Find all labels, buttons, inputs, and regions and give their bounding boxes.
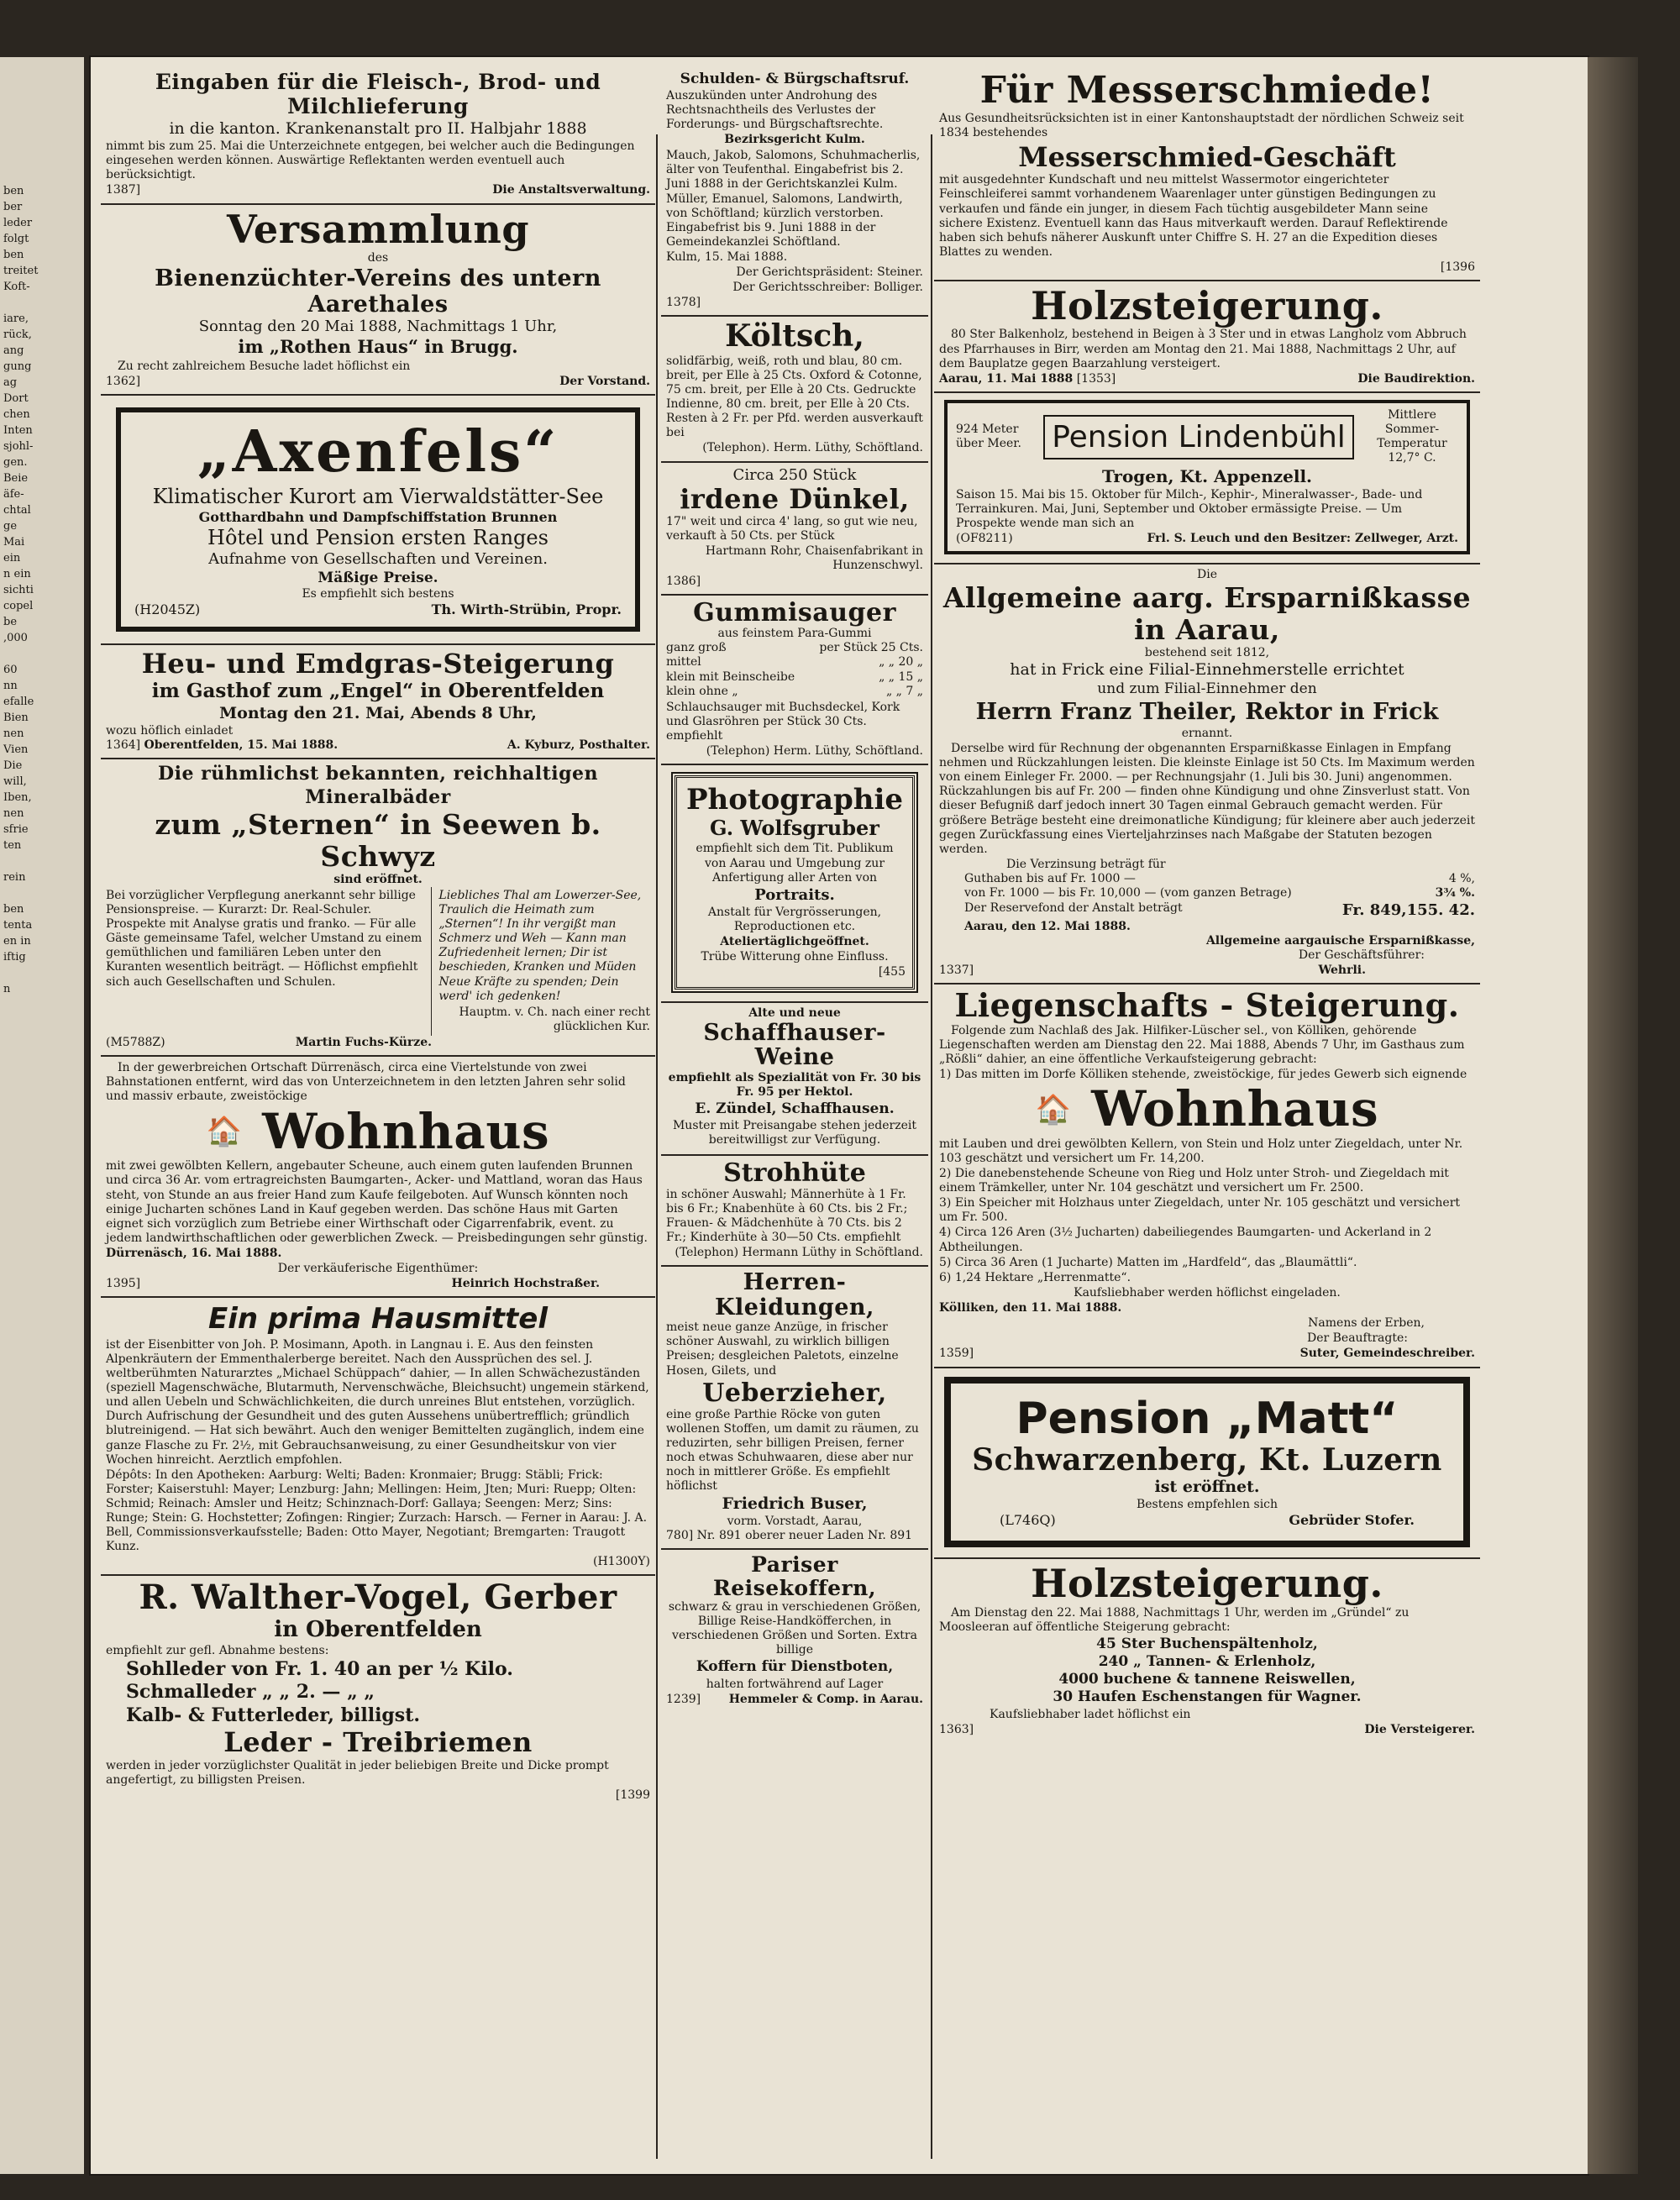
fragment-line: rein — [3, 871, 26, 884]
fragment-line: en in — [3, 935, 31, 948]
ad-herren-kleidungen — [661, 1267, 928, 1550]
ad-title: Herren-Kleidungen, — [715, 1268, 874, 1321]
ad-signature: Die Baudirektion. — [1357, 371, 1475, 386]
ad-signature: Der Vorstand. — [559, 374, 650, 388]
ad-messerschmiede — [934, 67, 1480, 281]
ad-line: Der Geschäftsführer: — [1298, 948, 1425, 963]
fragment-line: folgt — [3, 233, 29, 245]
ad-liegenschafts-steigerung — [934, 984, 1480, 1368]
ad-body: mit ausgedehnter Kundschaft und neu mittelst Wassermotor eingerichteter Feinschleiferei sammt vorhandenem Waarenlager unter günstigen Bedingungen zu verkaufen und fände ein junger, in diesem Fach tüchtig ausgebildeter Mann seine sichere Existenz. Eventuell kann das Haus mitverkauft werden. Darauf Reflektirende haben sich behufs näherer Auskunft unter Chiffre S. H. 27 an die Expedition dieses Blattes zu wenden. — [939, 173, 1448, 259]
ad-altitude: 924 Meter über Meer. — [956, 423, 1021, 451]
ad-title: Holzsteigerung. — [1031, 282, 1383, 328]
ad-line: des — [367, 250, 389, 265]
ad-line: Allgemeine aargauische Ersparnißkasse, — [1205, 934, 1475, 948]
price-row — [666, 641, 923, 656]
reserve-value: Fr. 849,155. 42. — [1341, 900, 1475, 919]
fragment-line: ag — [3, 376, 18, 389]
ad-subtitle: Wohnhaus — [1091, 1080, 1379, 1138]
ad-body: in schöner Auswahl; Männerhüte à 1 Fr. bis 6 Fr.; Knabenhüte à 60 Cts. bis 2 Fr.; Frauen- & Mädchenhüte à 70 Cts. bis 2 Fr.; Kinderhüte à 30—50 Cts. empfiehlt — [666, 1187, 908, 1244]
price-item: Sohlleder von Fr. 1. 40 an per ½ Kilo. — [126, 1657, 513, 1680]
ad-place: Kölliken, den 11. Mai 1888. — [939, 1300, 1122, 1315]
ad-place: Dürrenäsch, 16. Mai 1888. — [106, 1246, 282, 1260]
ad-subtitle: Ueberzieher, — [702, 1378, 887, 1408]
price-value: „ „ 20 „ — [879, 655, 923, 669]
ad-line: Circa 250 Stück — [732, 465, 857, 484]
fragment-line — [3, 646, 38, 662]
ad-line: Hôtel und Pension ersten Ranges — [207, 526, 549, 550]
fragment-line: treitet — [3, 265, 39, 277]
ad-number: 1239] — [666, 1692, 701, 1706]
ad-photographie — [661, 765, 928, 1003]
fragment-line: Inten — [3, 424, 33, 437]
ad-body: mit Lauben und drei gewölbten Kellern, von Stein und Holz unter Ziegeldach, unter Nr. 103 geschätzt und versichert um Fr. 14,200. — [939, 1137, 1463, 1166]
ad-line: ist eröffnet. — [1154, 1478, 1260, 1497]
ad-line: Herrn Franz Theiler, Rektor in Frick — [975, 699, 1439, 726]
column-left — [101, 67, 655, 2162]
fragment-line: ben — [3, 185, 24, 197]
ad-body: Saison 15. Mai bis 15. Oktober für Milch-, Kephir-, Mineralwasser-, Bade- und Terrainkuren. Mai, Juni, September und Oktober ermässigte Preise. — Um Prospekte wende man sich an — [956, 487, 1423, 530]
ad-number: 1362] — [106, 374, 141, 388]
ad-body: halten fortwährend auf Lager — [706, 1677, 884, 1691]
ad-body: Auszukünden unter Androhung des Rechtsnachtheils des Verlustes der Forderungs- und Bürgschaftsrechte. — [666, 89, 884, 132]
ad-signature: (Telephon). Herm. Lüthy, Schöftland. — [702, 441, 923, 455]
ad-number: 1337] — [939, 963, 974, 977]
ad-item: 3) Ein Speicher mit Holzhaus unter Ziegeldach, unter Nr. 105 geschätzt und versichert um Fr. 500. — [939, 1196, 1461, 1225]
ad-gummisauger — [661, 596, 928, 765]
fragment-line: tenta — [3, 919, 33, 932]
ad-signature: Heinrich Hochstraßer. — [451, 1276, 600, 1290]
fragment-line: ang — [3, 344, 24, 357]
ad-place: Kulm, 15. Mai 1888. — [666, 250, 788, 265]
fragment-line: n — [3, 983, 11, 995]
fragment-line: 60 — [3, 664, 18, 676]
fragment-line: nen — [3, 807, 24, 820]
reserve-label: Der Reservefond der Anstalt beträgt — [964, 900, 1183, 915]
previous-page-fragments — [3, 183, 38, 997]
ad-poet: Hauptm. v. Ch. nach einer recht glücklichen Kur. — [459, 1005, 650, 1033]
wood-item: 240 „ Tannen- & Erlenholz, — [1098, 1652, 1316, 1670]
fragment-line: ein — [3, 552, 21, 564]
ad-line: vorm. Vorstadt, Aarau, — [727, 1514, 863, 1528]
rate-label: von Fr. 1000 — bis Fr. 10,000 — (vom ganzen Betrage) — [964, 886, 1292, 900]
ad-line: G. Wolfsgruber — [710, 816, 879, 841]
ad-body: Derselbe wird für Rechnung der obgenannten Ersparnißkasse Einlagen in Empfang nehmen und Rückzahlungen leisten. Die kleinste Einlage ist 50 Cts. Im Maximum werden von einem Einleger Fr. 2000. — per Rechnungsjahr (1. Juli bis 30. Juni) angenommen. Rückzahlungen bis auf Fr. 200 — finden ohne Kündigung und ohne Zinsverlust statt. Von dieser Befugniß darf jedoch innert 30 Tagen einmal Gebrauch gemacht werden. Für größere Beträge besteht eine dreimonatliche Kündigung; für kleinere aber auch jederzeit gegen Zurückfassung eines Vierteljahrzinses nach Maßgabe der Statuten bezogen werden. — [939, 742, 1475, 856]
ad-number: [1399 — [615, 1788, 650, 1803]
ad-walther-vogel — [101, 1576, 655, 1808]
ad-number: (OF8211) — [956, 531, 1013, 545]
ad-title: Strohhüte — [723, 1158, 866, 1188]
fragment-line: Bien — [3, 711, 29, 724]
ad-title: Wohnhaus — [262, 1102, 550, 1160]
price-row — [666, 655, 923, 670]
ad-number: [455 — [878, 965, 906, 979]
ad-line: aus feinstem Para-Gummi — [717, 626, 872, 640]
ad-pension-matt — [934, 1368, 1480, 1559]
ad-line: Namens der Erben, — [1308, 1315, 1425, 1330]
ad-signature: Wehrli. — [1318, 963, 1366, 977]
ad-signature: Martin Fuchs-Kürze. — [295, 1035, 432, 1049]
ad-item: 4) Circa 126 Aren (3½ Jucharten) dabeiliegendes Baumgarten- und Ackerland in 2 Abtheilungen. — [939, 1226, 1432, 1254]
rate-value: 3¾ %. — [1435, 886, 1475, 900]
ad-item: 6) 1,24 Hektare „Herrenmatte“. — [939, 1270, 1131, 1284]
ad-body: 80 Ster Balkenholz, bestehend in Beigen à 3 Ster und in etwas Langholz vom Abbruch des Pfarrhauses in Birr, werden am Montag den 21. Mai 1888, Nachmittags 2 Uhr, auf dem Bauplatze gegen Baarzahlung versteigert. — [939, 328, 1467, 370]
ad-signature: Th. Wirth-Strübin, Propr. — [431, 601, 622, 618]
ad-title: „Axenfels“ — [197, 418, 559, 486]
fragment-line — [3, 295, 38, 311]
ad-signature: Gebrüder Stofer. — [1289, 1511, 1415, 1528]
wood-item: 45 Ster Buchenspältenholz, — [1096, 1635, 1318, 1652]
price-row — [666, 670, 923, 685]
ad-title: Gummisauger — [693, 597, 896, 627]
ad-body: nimmt bis zum 25. Mai die Unterzeichnete entgegen, bei welcher auch die Bedingungen eingesehen werden können. Auswärtige Reflektanten werden eventuell auch berücksichtigt. — [106, 139, 635, 182]
ad-line: und zum Filial-Einnehmer den — [1097, 680, 1317, 698]
ad-versammlung — [101, 205, 655, 396]
ad-court: Bezirksgericht Kulm. — [724, 133, 865, 147]
ad-body: Am Dienstag den 22. Mai 1888, Nachmittags 1 Uhr, werden im „Gründel“ zu Moosleeran auf öffentliche Steigerung gebracht: — [939, 1605, 1410, 1634]
ad-line: Klimatischer Kurort am Vierwaldstätter-See — [152, 484, 604, 508]
ad-title: Pension „Matt“ — [1016, 1393, 1399, 1444]
ad-line: Kaufsliebhaber ladet höflichst ein — [990, 1707, 1191, 1721]
fragment-line: gung — [3, 360, 32, 373]
ad-line: ernannt. — [1181, 727, 1233, 741]
ad-number: (L746Q) — [1000, 1511, 1056, 1528]
fragment-line: rück, — [3, 328, 32, 341]
ad-strohhuete — [661, 1156, 928, 1267]
price-label: ganz groß — [666, 640, 727, 654]
ad-line: Aufnahme von Gesellschaften und Vereinen. — [208, 550, 548, 569]
book-edge — [1588, 57, 1638, 2174]
ad-title: Pension Lindenbühl — [1043, 415, 1354, 459]
fragment-line: Dort — [3, 392, 29, 405]
ad-signature: Frl. S. Leuch und den Besitzer: Zellweger, Arzt. — [1147, 531, 1458, 545]
ad-poem: Liebliches Thal am Lowerzer-See, Traulich die Heimath zum „Sternen“! In ihr vergißt man Schmerz und Weh — Kann man Zufriedenheit lernen; Dir ist beschieden, Kranken und Müden Neue Kräfte zu spenden; Dein werd' ich gedenken! — [438, 889, 642, 1003]
ad-signature: Die Versteigerer. — [1364, 1722, 1475, 1736]
ad-line: Trogen, Kt. Appenzell. — [1101, 465, 1313, 486]
ad-body: In der gewerbreichen Ortschaft Dürrenäsch, circa eine Viertelstunde von zwei Bahnstationen entfernt, wird das von Unterzeichnetem in den letzten Jahren sehr solid und massiv erbaute, zweistöckige — [106, 1061, 626, 1104]
ad-line: Der Gerichtsschreiber: Bolliger. — [732, 281, 923, 295]
ad-line: Die — [1197, 568, 1217, 582]
ad-duenkel — [661, 463, 928, 596]
fragment-line: chen — [3, 408, 30, 421]
ad-line: Der Gerichtspräsident: Steiner. — [736, 265, 923, 280]
wood-item: 4000 buchene & tannene Reiswellen, — [1058, 1671, 1356, 1688]
ad-schaffhauser — [661, 1003, 928, 1156]
fragment-line: chtal — [3, 504, 31, 517]
fragment-line: Die — [3, 759, 23, 772]
ad-number: 780] Nr. 891 oberer neuer Laden Nr. 891 — [666, 1528, 913, 1542]
price-value: „ „ 15 „ — [879, 669, 923, 684]
ad-line: Alte und neue — [748, 1005, 841, 1020]
ad-line: hat in Frick eine Filial-Einnehmerstelle errichtet — [1010, 660, 1404, 680]
ad-place: Aarau, den 12. Mai 1888. — [964, 920, 1131, 934]
ad-entry: Müller, Emanuel, Salomons, Landwirth, von Schöftland; kürzlich verstorben. Eingabefrist bis 9. Juni 1888 in der Gemeindekanzlei Schöftland. — [666, 192, 903, 249]
ad-title: Pariser Reisekoffern, — [712, 1552, 877, 1600]
price-value: per Stück 25 Cts. — [819, 640, 923, 654]
ad-title: Heu- und Emdgras-Steigerung — [141, 648, 615, 680]
fragment-line: ge — [3, 520, 18, 533]
ad-line: Ateliertäglichgeöffnet. — [720, 935, 869, 949]
ad-number: 1387] — [106, 183, 141, 197]
ad-koeltsch — [661, 317, 928, 462]
ad-line: Portraits. — [754, 885, 835, 904]
fragment-line: Beie — [3, 472, 29, 485]
ad-subtitle: Leder - Treibriemen — [223, 1726, 533, 1759]
price-item: Kalb- & Futterleder, billigst. — [126, 1704, 421, 1726]
ad-item: 5) Circa 36 Aren (1 Jucharte) Matten im „Hardfeld“, das „Blaumättli“. — [939, 1255, 1357, 1269]
ad-line: Die Verzinsung beträgt für — [1006, 857, 1166, 871]
fragment-line: be — [3, 616, 18, 628]
column-middle — [661, 67, 928, 2162]
fragment-line: Iben, — [3, 791, 32, 804]
ad-title: Photographie — [685, 783, 904, 817]
price-row — [666, 685, 923, 700]
rate-value: 4 %, — [1448, 871, 1475, 885]
ad-temperature: Mittlere Sommer-Temperatur 12,7° C. — [1377, 408, 1447, 465]
ad-line: E. Zündel, Schaffhausen. — [695, 1100, 895, 1118]
ad-line: Der Beauftragte: — [1306, 1331, 1408, 1345]
ad-number: 1395] — [106, 1276, 141, 1290]
ad-axenfels — [101, 396, 655, 645]
ad-title: Die rühmlichst bekannten, reichhaltigen Mineralbäder — [158, 763, 598, 808]
ad-body: 17" weit und circa 4' lang, so gut wie neu, verkauft à 50 Cts. per Stück — [666, 515, 918, 543]
ad-wohnhaus-duerrenaesch — [101, 1057, 655, 1298]
ad-body: Schlauchsauger mit Buchsdeckel, Kork und Glasröhren per Stück 30 Cts. empfiehlt — [666, 700, 900, 743]
ad-line: Gotthardbahn und Dampfschiffstation Brunnen — [198, 508, 558, 525]
fragment-line: Vien — [3, 743, 29, 756]
ad-body: empfiehlt sich dem Tit. Publikum von Aarau und Umgebung zur Anfertigung aller Arten von — [696, 842, 894, 885]
fragment-line: leder — [3, 217, 33, 229]
ad-line: Schwarzenberg, Kt. Luzern — [972, 1441, 1442, 1478]
ad-ersparnisskasse — [934, 564, 1480, 984]
ad-title: Schaffhauser-Weine — [703, 1019, 886, 1071]
ad-title: Ein prima Hausmittel — [207, 1302, 549, 1336]
ad-body: mit zwei gewölbten Kellern, angebauter Scheune, auch einem guten laufenden Brunnen und circa 36 Ar. vom ertragreichsten Baumgarten-, Acker- und Mattland, woran das Haus steht, von Stunde an aus freier Hand zum Kaufe feilgeboten. Auf Wunsch könnten noch einige Jucharten schönes Land in Kauf gegeben werden. Das schöne Haus mit Garten eignet sich vorzüglich zum Betriebe einer Wirthschaft oder Cigarrenfabrik, event. zu jedem landwirthschaftlichen oder gewerblichen Zweck. — Preisbedingungen sehr günstig. — [106, 1159, 648, 1245]
fragment-line: sichti — [3, 584, 34, 596]
ad-number: [1353] — [1076, 371, 1116, 386]
fragment-line: gen. — [3, 456, 28, 469]
column-rule — [931, 134, 932, 2159]
ad-number: (M5788Z) — [106, 1035, 165, 1049]
ad-reisekoffern — [661, 1550, 928, 1712]
fragment-line: ben — [3, 903, 24, 916]
fragment-line: sfrie — [3, 823, 29, 836]
ad-item: 2) Die danebenstehende Scheune von Rieg und Holz unter Stroh- und Ziegeldach mit einem Trämkeller, unter Nr. 104 geschätzt und versichert um Fr. 2500. — [939, 1167, 1449, 1195]
ad-line: Sonntag den 20 Mai 1888, Nachmittags 1 Uhr, — [198, 317, 558, 335]
price-item: Schmalleder „ „ 2. — „ „ — [126, 1681, 375, 1704]
fragment-line: Koft- — [3, 281, 30, 293]
ad-body: ist der Eisenbitter von Joh. P. Mosimann, Apoth. in Langnau i. E. Aus den feinsten Alpenkräutern der Emmenthalerberge bereitet. Nach den Aussprüchen des sel. J. weltberühmten Naturarztes „Michael Schüppach“ dahier, — In allen Schwächezuständen (speziell Magenschwäche, Blutarmuth, Nervenschwäche, Bleichsucht) ungemein stärkend, und allen Uebeln und Schwächlichkeiten, die durch unreines Blut entstehen, vorzüglich. Durch Aufrischung der Gesundheit und des guten Aussehens unübertrefflich; gründlich blutreinigend. — Hat sich bewährt. Auch den weniger Bemittelten zugänglich, indem eine ganze Flasche zu Fr. 2½, mit Gebrauchsanweisung, zu einer Gesundheitskur von vier Wochen hinreicht. Aerztlich empfohlen. — [106, 1337, 649, 1467]
ad-number: 1378] — [666, 296, 701, 310]
ad-line: in Oberentfelden — [274, 1617, 482, 1643]
ad-title: Für Messerschmiede! — [979, 69, 1435, 112]
ad-title: R. Walther-Vogel, Gerber — [139, 1578, 617, 1618]
ad-line: im Gasthof zum „Engel“ in Oberentfelden — [151, 680, 605, 703]
ad-body: Muster mit Preisangabe stehen jederzeit bereitwilligst zur Verfügung. — [672, 1119, 917, 1147]
fragment-line — [3, 965, 38, 981]
ad-body: empfiehlt als Spezialität von Fr. 30 bis Fr. 95 per Hektol. — [668, 1071, 921, 1100]
price-label: klein ohne „ — [666, 685, 738, 699]
wood-item: 30 Haufen Eschenstangen für Wagner. — [1053, 1688, 1362, 1706]
ad-place: Oberentfelden, 15. Mai 1888. — [144, 738, 339, 752]
previous-page-strip — [0, 57, 84, 2174]
fragment-line: ben — [3, 249, 24, 261]
ad-line: wozu höflich einladet — [106, 723, 234, 738]
ad-depots: Dépôts: In den Apotheken: Aarburg: Welti; Baden: Kronmaier; Brugg: Stäbli; Frick: Forster; Kaiserstuhl: Mayer; Lenzburg: Jahn; Mellingen: Heim, Jten; Muri: Ruepp; Olten: Schmid; Reinach: Amsler und Heitz; Schinznach-Dorf: Gallaya; Seengen: Merz; Sins: Runge; Stein: G. Hochstetter; Zofingen: Ringier; Zurzach: Harsch. — Ferner in Aarau: J. A. Bell, Commissionsverkaufsstelle; Baden: Otto Mayer, Negotiant; Bremgarten: Traugott Kunz. — [106, 1468, 648, 1554]
ad-number: [1396 — [1440, 260, 1475, 274]
fragment-line — [3, 885, 38, 901]
ad-subtitle: zum „Sternen“ in Seewen b. Schwyz — [155, 808, 601, 874]
ad-title: Versammlung — [226, 206, 530, 252]
ad-signature: Suter, Gemeindeschreiber. — [1299, 1347, 1475, 1361]
fragment-line: ,000 — [3, 632, 28, 644]
ad-line: Koffern für Dienstboten, — [696, 1658, 894, 1676]
ad-title: Schulden- & Bürgschaftsruf. — [680, 71, 910, 87]
ad-item: 1) Das mitten im Dorfe Kölliken stehende, zweistöckige, für jedes Gewerb sich eignende — [939, 1068, 1467, 1082]
ad-subtitle: Bienenzüchter-Vereins des untern Aarethales — [155, 265, 601, 318]
ad-signature: Friedrich Buser, — [722, 1494, 868, 1514]
ad-subtitle: Messerschmied-Geschäft — [1018, 140, 1396, 173]
ad-body: schwarz & grau in verschiedenen Größen, Billige Reise-Handköfferchen, in verschiedenen Größen und Sorten. Extra billige — [668, 1600, 921, 1657]
ad-body: solidfärbig, weiß, roth und blau, 80 cm. breit, per Elle à 25 Cts. Oxford & Cotonne, 75 cm. breit, per Elle à 20 Cts. Gedruckte Indienne, 80 cm. breit, per Elle à 20 Cts. Resten à 2 Fr. per Pfd. werden ausverkauft bei — [666, 354, 923, 440]
ad-number: 1363] — [939, 1722, 974, 1736]
ad-number: (H2045Z) — [134, 601, 201, 618]
ad-hausmittel — [101, 1298, 655, 1576]
ad-body: Aus Gesundheitsrücksichten ist in einer Kantonshauptstadt der nördlichen Schweiz seit 1834 bestehendes — [939, 112, 1464, 140]
fragment-line: nen — [3, 727, 24, 740]
ad-line: im „Rothen Haus“ in Brugg. — [238, 336, 518, 358]
ad-title: Költsch, — [725, 318, 864, 354]
ad-signature: Hemmeler & Comp. in Aarau. — [728, 1692, 923, 1706]
ad-body: eine große Parthie Röcke von guten wollenen Stoffen, um damit zu räumen, zu reduzirten, sehr billigen Preisen, ferner noch etwas Schuhwaaren, diese aber nur noch in mittlerer Größe. Es empfiehlt höflichst — [666, 1407, 919, 1494]
ad-body: werden in jeder vorzüglichster Qualität in jeder beliebigen Breite und Dicke prompt angefertigt, zu billigsten Preisen. — [106, 1759, 609, 1788]
ad-entry: Mauch, Jakob, Salomons, Schuhmacherlis, älter von Teufenthal. Eingabefrist bis 2. Juni 1888 in der Gerichtskanzlei Kulm. — [666, 148, 921, 191]
ad-holzsteigerung-birr — [934, 281, 1480, 393]
price-list — [106, 1658, 650, 1728]
fragment-line: iare, — [3, 312, 29, 325]
ad-number: 1359] — [939, 1347, 974, 1361]
ad-body: meist neue ganze Anzüge, in frischer schöner Auswahl, zu wirklich billigen Preisen; desgleichen Paletots, einzelne Hosen, Gilets, und — [666, 1321, 899, 1378]
ad-line: Es empfiehlt sich bestens — [302, 587, 454, 601]
ad-holzsteigerung-moosleeran — [934, 1559, 1480, 1742]
ad-signature: Die Anstaltsverwaltung. — [492, 183, 650, 197]
ad-number: (H1300Y) — [592, 1555, 650, 1569]
ad-body: Anstalt für Vergrösserungen, Reproductionen etc. — [707, 906, 882, 934]
price-value: „ „ 7 „ — [885, 685, 923, 699]
ad-line: Bestens empfehlen sich — [1136, 1497, 1278, 1511]
house-icon: 🏠 — [1035, 1092, 1072, 1126]
ad-schuldenruf — [661, 67, 928, 317]
ad-title: Liegenschafts - Steigerung. — [954, 986, 1460, 1025]
ad-signature: Hartmann Rohr, Chaisenfabrikant in Hunzenschwyl. — [705, 544, 923, 573]
ad-signature: (Telephon) Hermann Lüthy in Schöftland. — [675, 1245, 923, 1259]
ad-title: Allgemeine aarg. Ersparnißkasse in Aarau, — [942, 581, 1472, 647]
ad-title: Eingaben für die Fleisch-, Brod- und Milchlieferung — [155, 70, 601, 118]
rate-label: Guthaben bis auf Fr. 1000 — — [964, 871, 1136, 885]
fragment-line: will, — [3, 775, 27, 788]
ad-place: Aarau, 11. Mai 1888 — [939, 371, 1074, 386]
ad-line: Mäßige Preise. — [318, 569, 438, 586]
ad-number: 1364] — [106, 738, 141, 752]
fragment-line — [3, 853, 38, 869]
ad-line: Der verkäuferische Eigenthümer: — [277, 1261, 479, 1275]
ad-title: Holzsteigerung. — [1031, 1560, 1383, 1606]
ad-line: empfiehlt zur gefl. Abnahme bestens: — [106, 1643, 329, 1657]
ad-body: Folgende zum Nachlaß des Jak. Hilfiker-Lüscher sel., von Kölliken, gehörende Liegenschaften werden am Dienstag den 22. Mai 1888, Abends 7 Uhr, im Gasthaus zum „Rößli“ dahier, an eine öffentliche Verkaufsteigerung gebracht: — [939, 1023, 1465, 1067]
ad-line: Kaufsliebhaber werden höflichst eingeladen. — [1074, 1285, 1341, 1300]
ad-number: 1386] — [666, 574, 701, 588]
ad-eingaben — [101, 67, 655, 205]
house-icon: 🏠 — [206, 1115, 243, 1149]
ad-line: bestehend seit 1812, — [1144, 646, 1270, 660]
ad-body: Zu recht zahlreichem Besuche ladet höflichst ein — [118, 359, 411, 373]
price-label: klein mit Beinscheibe — [666, 669, 795, 684]
fragment-line: ber — [3, 201, 23, 213]
price-label: mittel — [666, 655, 701, 669]
ad-title: irdene Dünkel, — [680, 483, 910, 516]
ad-signature: A. Kyburz, Posthalter. — [507, 738, 650, 752]
ad-lindenbuehl — [934, 393, 1480, 564]
column-right — [934, 67, 1480, 2162]
fragment-line: nn — [3, 680, 18, 692]
fragment-line: Mai — [3, 536, 25, 549]
fragment-line: n ein — [3, 568, 31, 580]
ad-sternen-seewen — [101, 759, 655, 1057]
column-rule — [656, 134, 658, 2159]
ad-body: Bei vorzüglicher Verpflegung anerkannt sehr billige Pensionspreise. — Kurarzt: Dr. Real-Schuler. Prospekte mit Analyse gratis und franko. — Für alle Gäste gemeinsame Tafel, welcher Umstand zu einem gemüthlichen und familiären Leben unter den Kuranten wesentlich beiträgt. — Höflichst empfiehlt sich auch Gesellschaften und Schulen. — [106, 889, 423, 989]
fragment-line: copel — [3, 600, 34, 612]
ad-line: in die kanton. Krankenanstalt pro II. Halbjahr 1888 — [169, 118, 587, 138]
ad-line: Montag den 21. Mai, Abends 8 Uhr, — [219, 703, 537, 722]
ad-heu-steigerung — [101, 645, 655, 759]
ad-line: sind eröffnet. — [333, 872, 423, 886]
fragment-line: ten — [3, 839, 22, 852]
fragment-line: äfe- — [3, 488, 24, 501]
fragment-line: efalle — [3, 696, 34, 708]
ad-body: Trübe Witterung ohne Einfluss. — [701, 950, 889, 964]
fragment-line: sjohl- — [3, 440, 34, 453]
ad-signature: (Telephon) Herm. Lüthy, Schöftland. — [706, 743, 923, 758]
fragment-line: iftig — [3, 951, 26, 963]
